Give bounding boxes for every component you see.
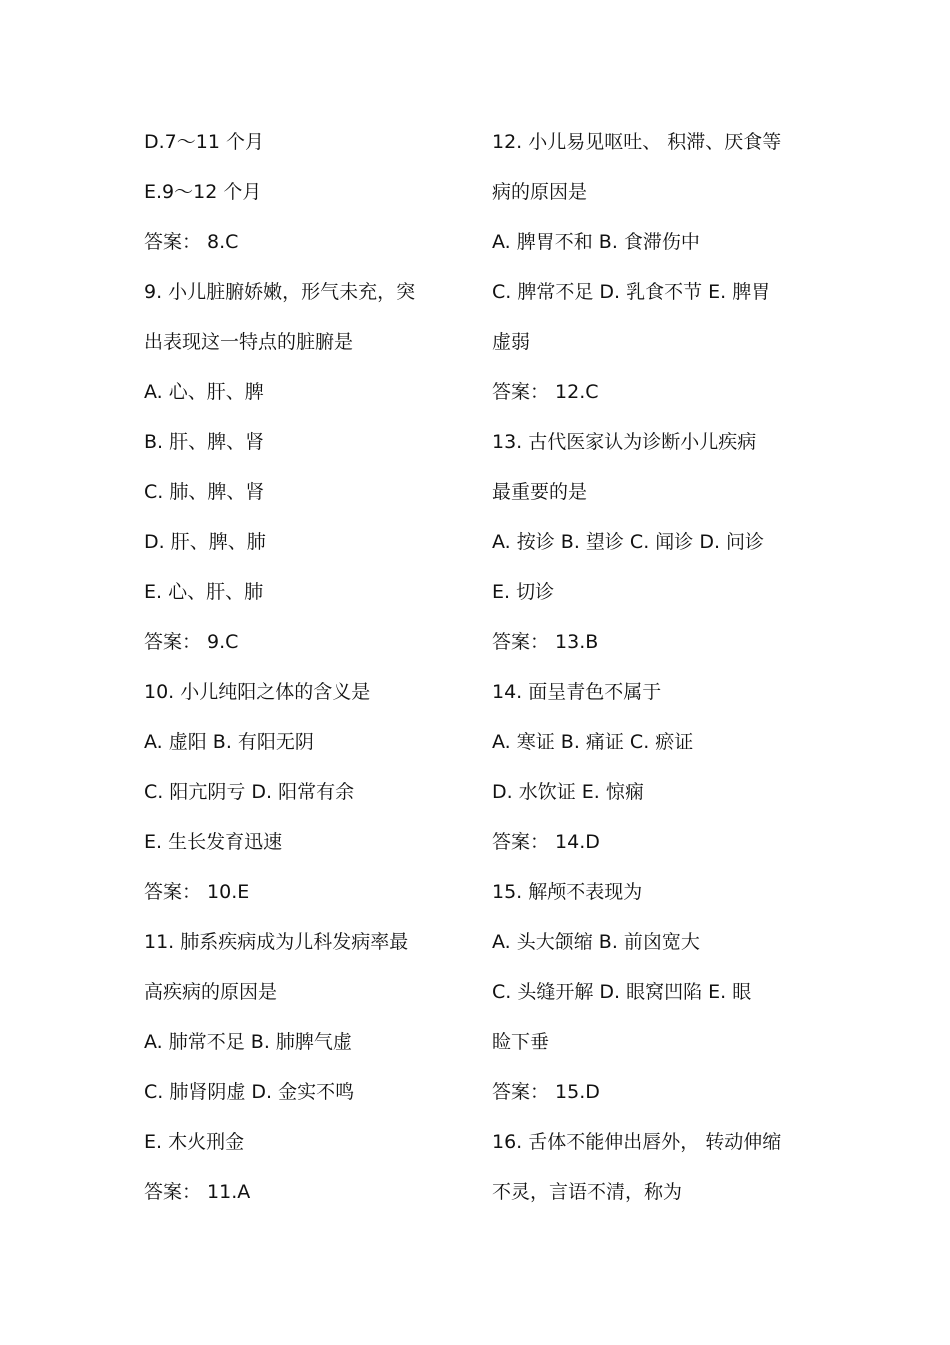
answer-line: 答案： 8.C — [144, 231, 239, 253]
answer-line: 答案： 9.C — [144, 631, 239, 653]
option-line: A. 肺常不足 B. 肺脾气虚 — [144, 1031, 352, 1053]
option-line: E. 切诊 — [492, 581, 555, 603]
option-line: A. 脾胃不和 B. 食滞伤中 — [492, 231, 700, 253]
question-line: 高疾病的原因是 — [144, 981, 278, 1003]
option-line: D. 肝、脾、肺 — [144, 531, 266, 553]
option-line: D. 水饮证 E. 惊痫 — [492, 781, 644, 803]
text-line: D.7～11 个月 — [144, 131, 264, 153]
question-line: 10. 小儿纯阳之体的含义是 — [144, 681, 371, 703]
option-line: A. 虚阳 B. 有阳无阴 — [144, 731, 314, 753]
answer-line: 答案： 15.D — [492, 1081, 600, 1103]
option-line: A. 寒证 B. 痛证 C. 瘀证 — [492, 731, 694, 753]
text-line: E.9～12 个月 — [144, 181, 262, 203]
question-line: 出表现这一特点的脏腑是 — [144, 331, 354, 353]
option-line: A. 头大颌缩 B. 前囟宽大 — [492, 931, 700, 953]
question-line: 14. 面呈青色不属于 — [492, 681, 662, 703]
option-line: A. 心、肝、脾 — [144, 381, 264, 403]
question-line: 11. 肺系疾病成为儿科发病率最 — [144, 931, 409, 953]
question-line: 不灵，言语不清，称为 — [492, 1181, 683, 1203]
option-line: 睑下垂 — [492, 1031, 550, 1053]
question-line: 13. 古代医家认为诊断小儿疾病 — [492, 431, 757, 453]
option-line: E. 生长发育迅速 — [144, 831, 283, 853]
left-column — [144, 117, 454, 1217]
answer-line: 答案： 10.E — [144, 881, 250, 903]
answer-line: 答案： 14.D — [492, 831, 600, 853]
option-line: C. 肺、脾、肾 — [144, 481, 265, 503]
question-line: 12. 小儿易见呕吐、 积滞、厌食等 — [492, 131, 782, 153]
question-line: 15. 解颅不表现为 — [492, 881, 643, 903]
question-line: 9. 小儿脏腑娇嫩，形气未充，突 — [144, 281, 416, 303]
option-line: C. 肺肾阴虚 D. 金实不鸣 — [144, 1081, 355, 1103]
option-line: C. 阳亢阴亏 D. 阳常有余 — [144, 781, 355, 803]
option-line: C. 脾常不足 D. 乳食不节 E. 脾胃 — [492, 281, 771, 303]
answer-line: 答案： 13.B — [492, 631, 599, 653]
option-line: C. 头缝开解 D. 眼窝凹陷 E. 眼 — [492, 981, 752, 1003]
option-line: E. 木火刑金 — [144, 1131, 245, 1153]
right-column — [492, 117, 812, 1217]
question-line: 最重要的是 — [492, 481, 588, 503]
answer-line: 答案： 12.C — [492, 381, 599, 403]
option-line: A. 按诊 B. 望诊 C. 闻诊 D. 问诊 — [492, 531, 765, 553]
option-line: 虚弱 — [492, 331, 531, 353]
option-line: E. 心、肝、肺 — [144, 581, 264, 603]
question-line: 16. 舌体不能伸出唇外， 转动伸缩 — [492, 1131, 782, 1153]
option-line: B. 肝、脾、肾 — [144, 431, 265, 453]
answer-line: 答案： 11.A — [144, 1181, 251, 1203]
question-line: 病的原因是 — [492, 181, 588, 203]
